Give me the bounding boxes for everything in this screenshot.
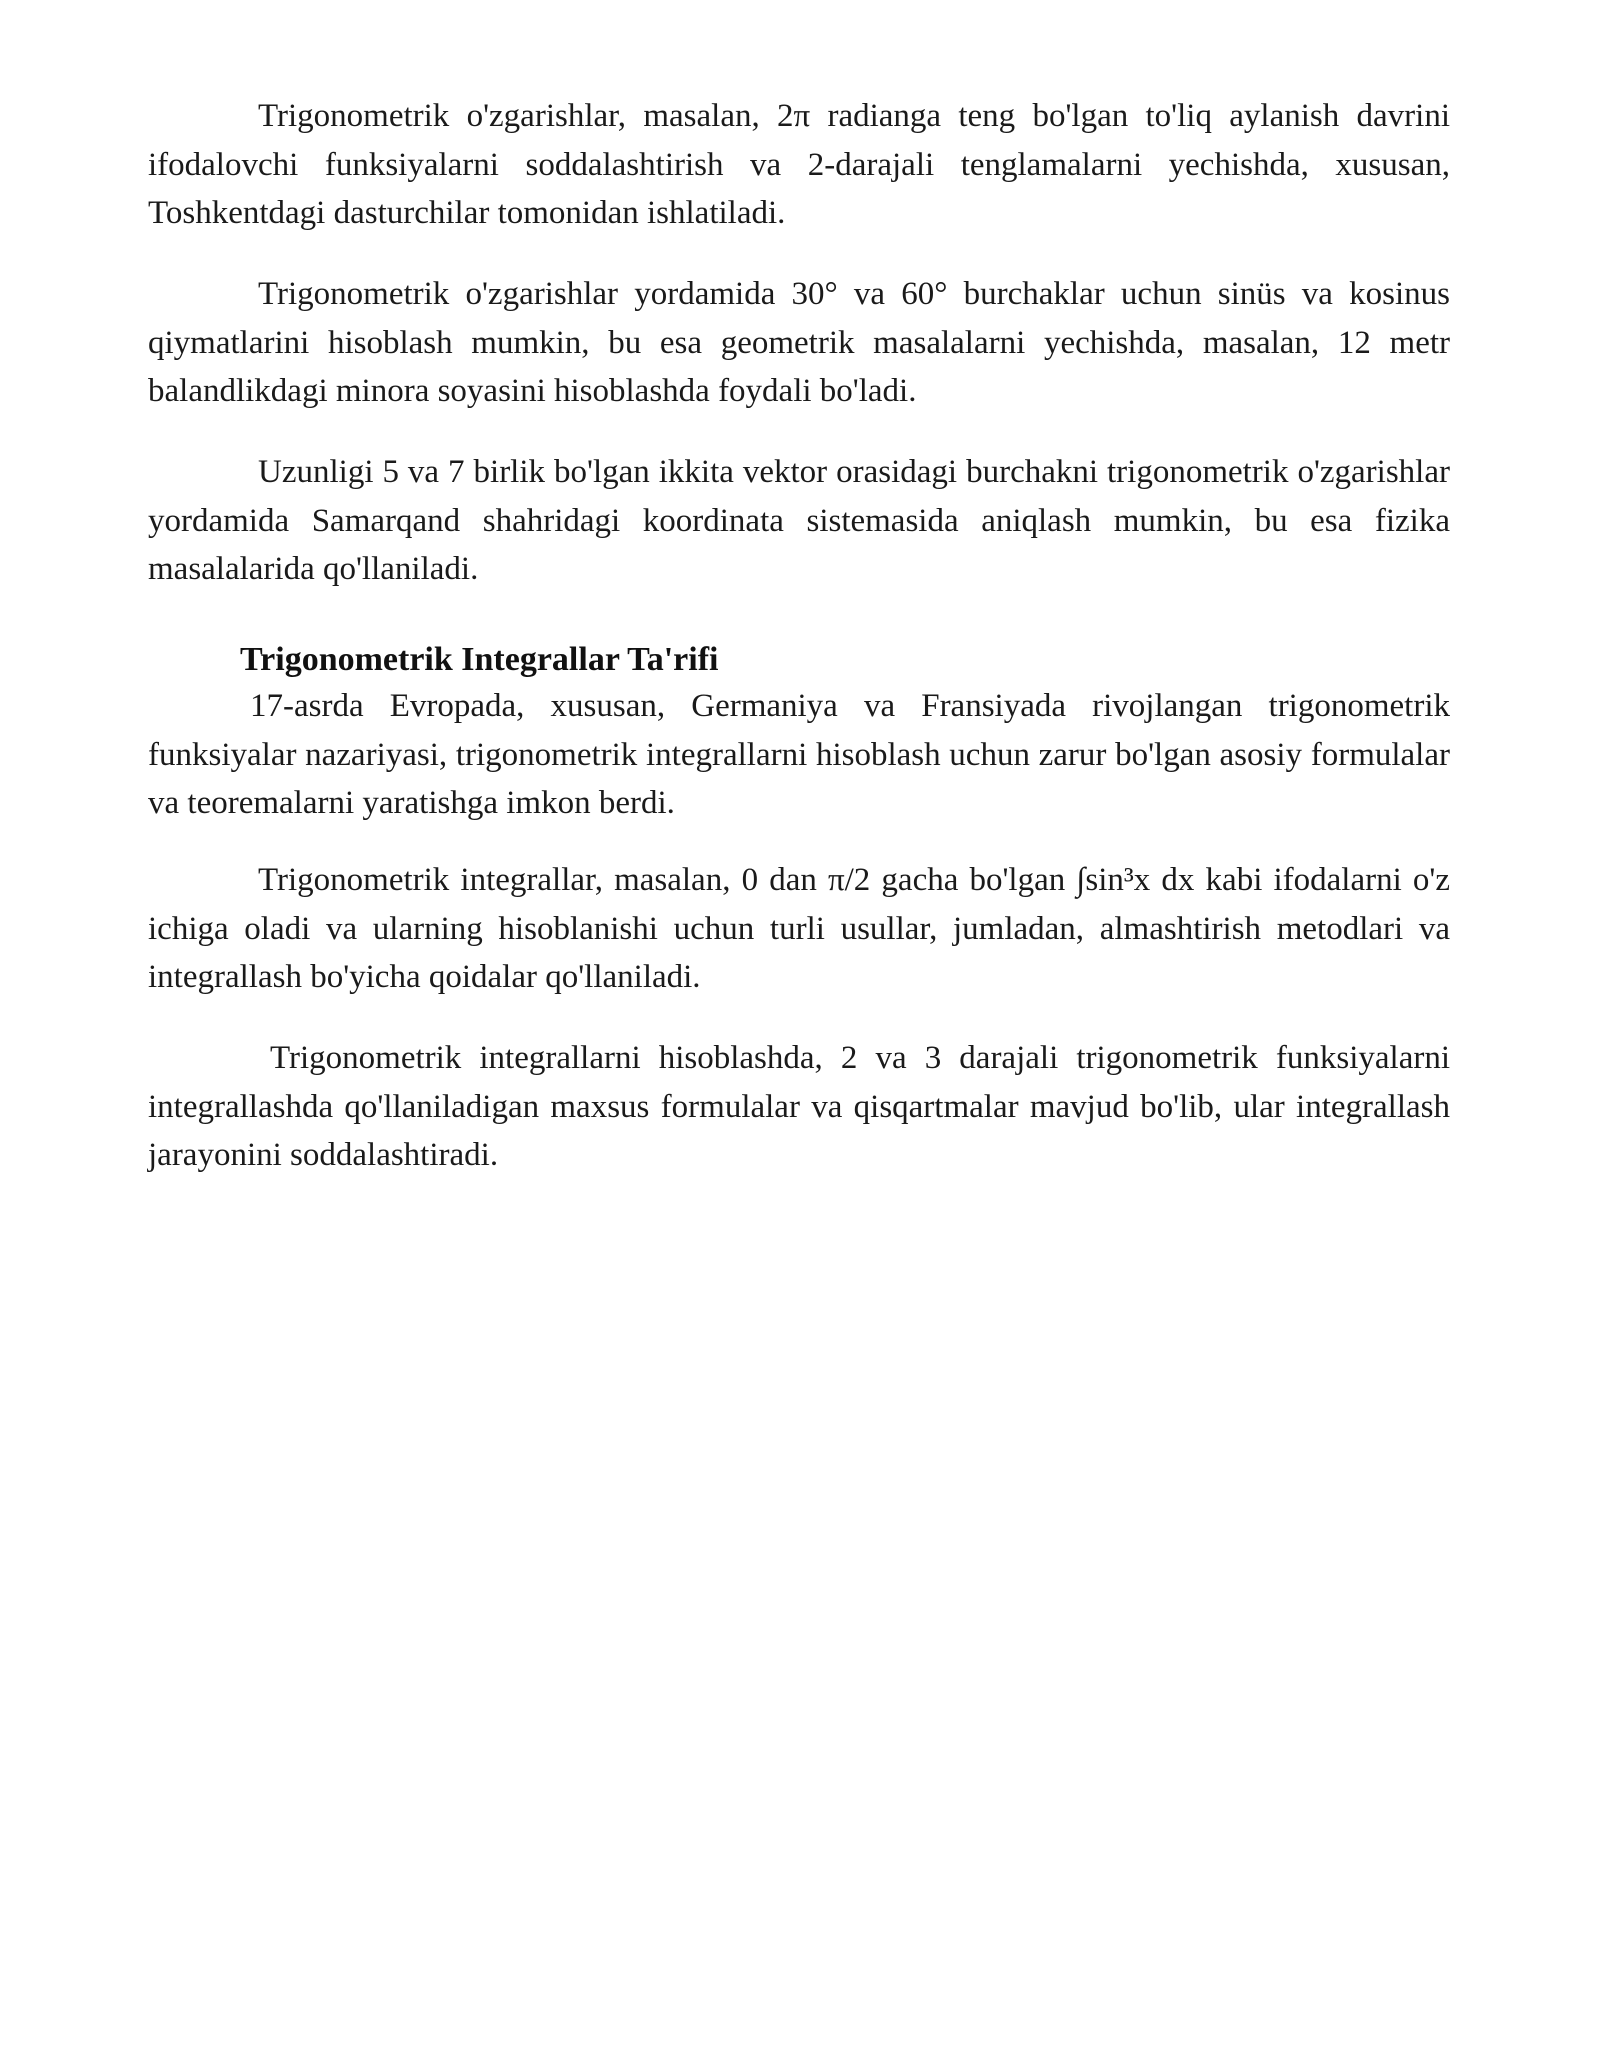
paragraph-integral-example: Trigonometrik integrallar, masalan, 0 dan π/2 gacha bo'lgan ∫sin³x dx kabi ifodalarni o'z ichiga oladi va ularning hisoblanishi uchun turli usullar, jumladan, almashtirish metodlari va integrallash bo'yicha qoidalar qo'llaniladi. xyxy=(148,862,1450,995)
paragraph-17th-century-history: 17-asrda Evropada, xususan, Germaniya va Fransiyada rivojlangan trigonometrik funksiyalar nazariyasi, trigonometrik integrallarni hisoblash uchun zarur bo'lgan asosiy formulalar va teoremalarni yaratishga imkon berdi. xyxy=(148,688,1450,821)
paragraph-trig-transformations-2pi: Trigonometrik o'zgarishlar, masalan, 2π radianga teng bo'lgan to'liq aylanish davrini ifodalovchi funksiyalarni soddalashtirish va 2-darajali tenglamalarni yechishda, xususan, Toshkentdagi dasturchilar tomonidan ishlatiladi. xyxy=(148,98,1450,231)
paragraph-vector-angle: Uzunligi 5 va 7 birlik bo'lgan ikkita vektor orasidagi burchakni trigonometrik o'zgarishlar yordamida Samarqand shahridagi koordinata sistemasida aniqlash mumkin, bu esa fizika masalalarida qo'llaniladi. xyxy=(148,454,1450,587)
paragraph-trig-angles-30-60: Trigonometrik o'zgarishlar yordamida 30° va 60° burchaklar uchun sinüs va kosinus qiymatlarini hisoblash mumkin, bu esa geometrik masalalarni yechishda, masalan, 12 metr balandlikdagi minora soyasini hisoblashda foydali bo'ladi. xyxy=(148,276,1450,409)
paragraph-integration-formulas: Trigonometrik integrallarni hisoblashda, 2 va 3 darajali trigonometrik funksiyalarni integrallashda qo'llaniladigan maxsus formulalar va qisqartmalar mavjud bo'lib, ular integrallash jarayonini soddalashtiradi. xyxy=(148,1040,1450,1173)
section-heading: Trigonometrik Integrallar Ta'rifi xyxy=(240,641,719,678)
